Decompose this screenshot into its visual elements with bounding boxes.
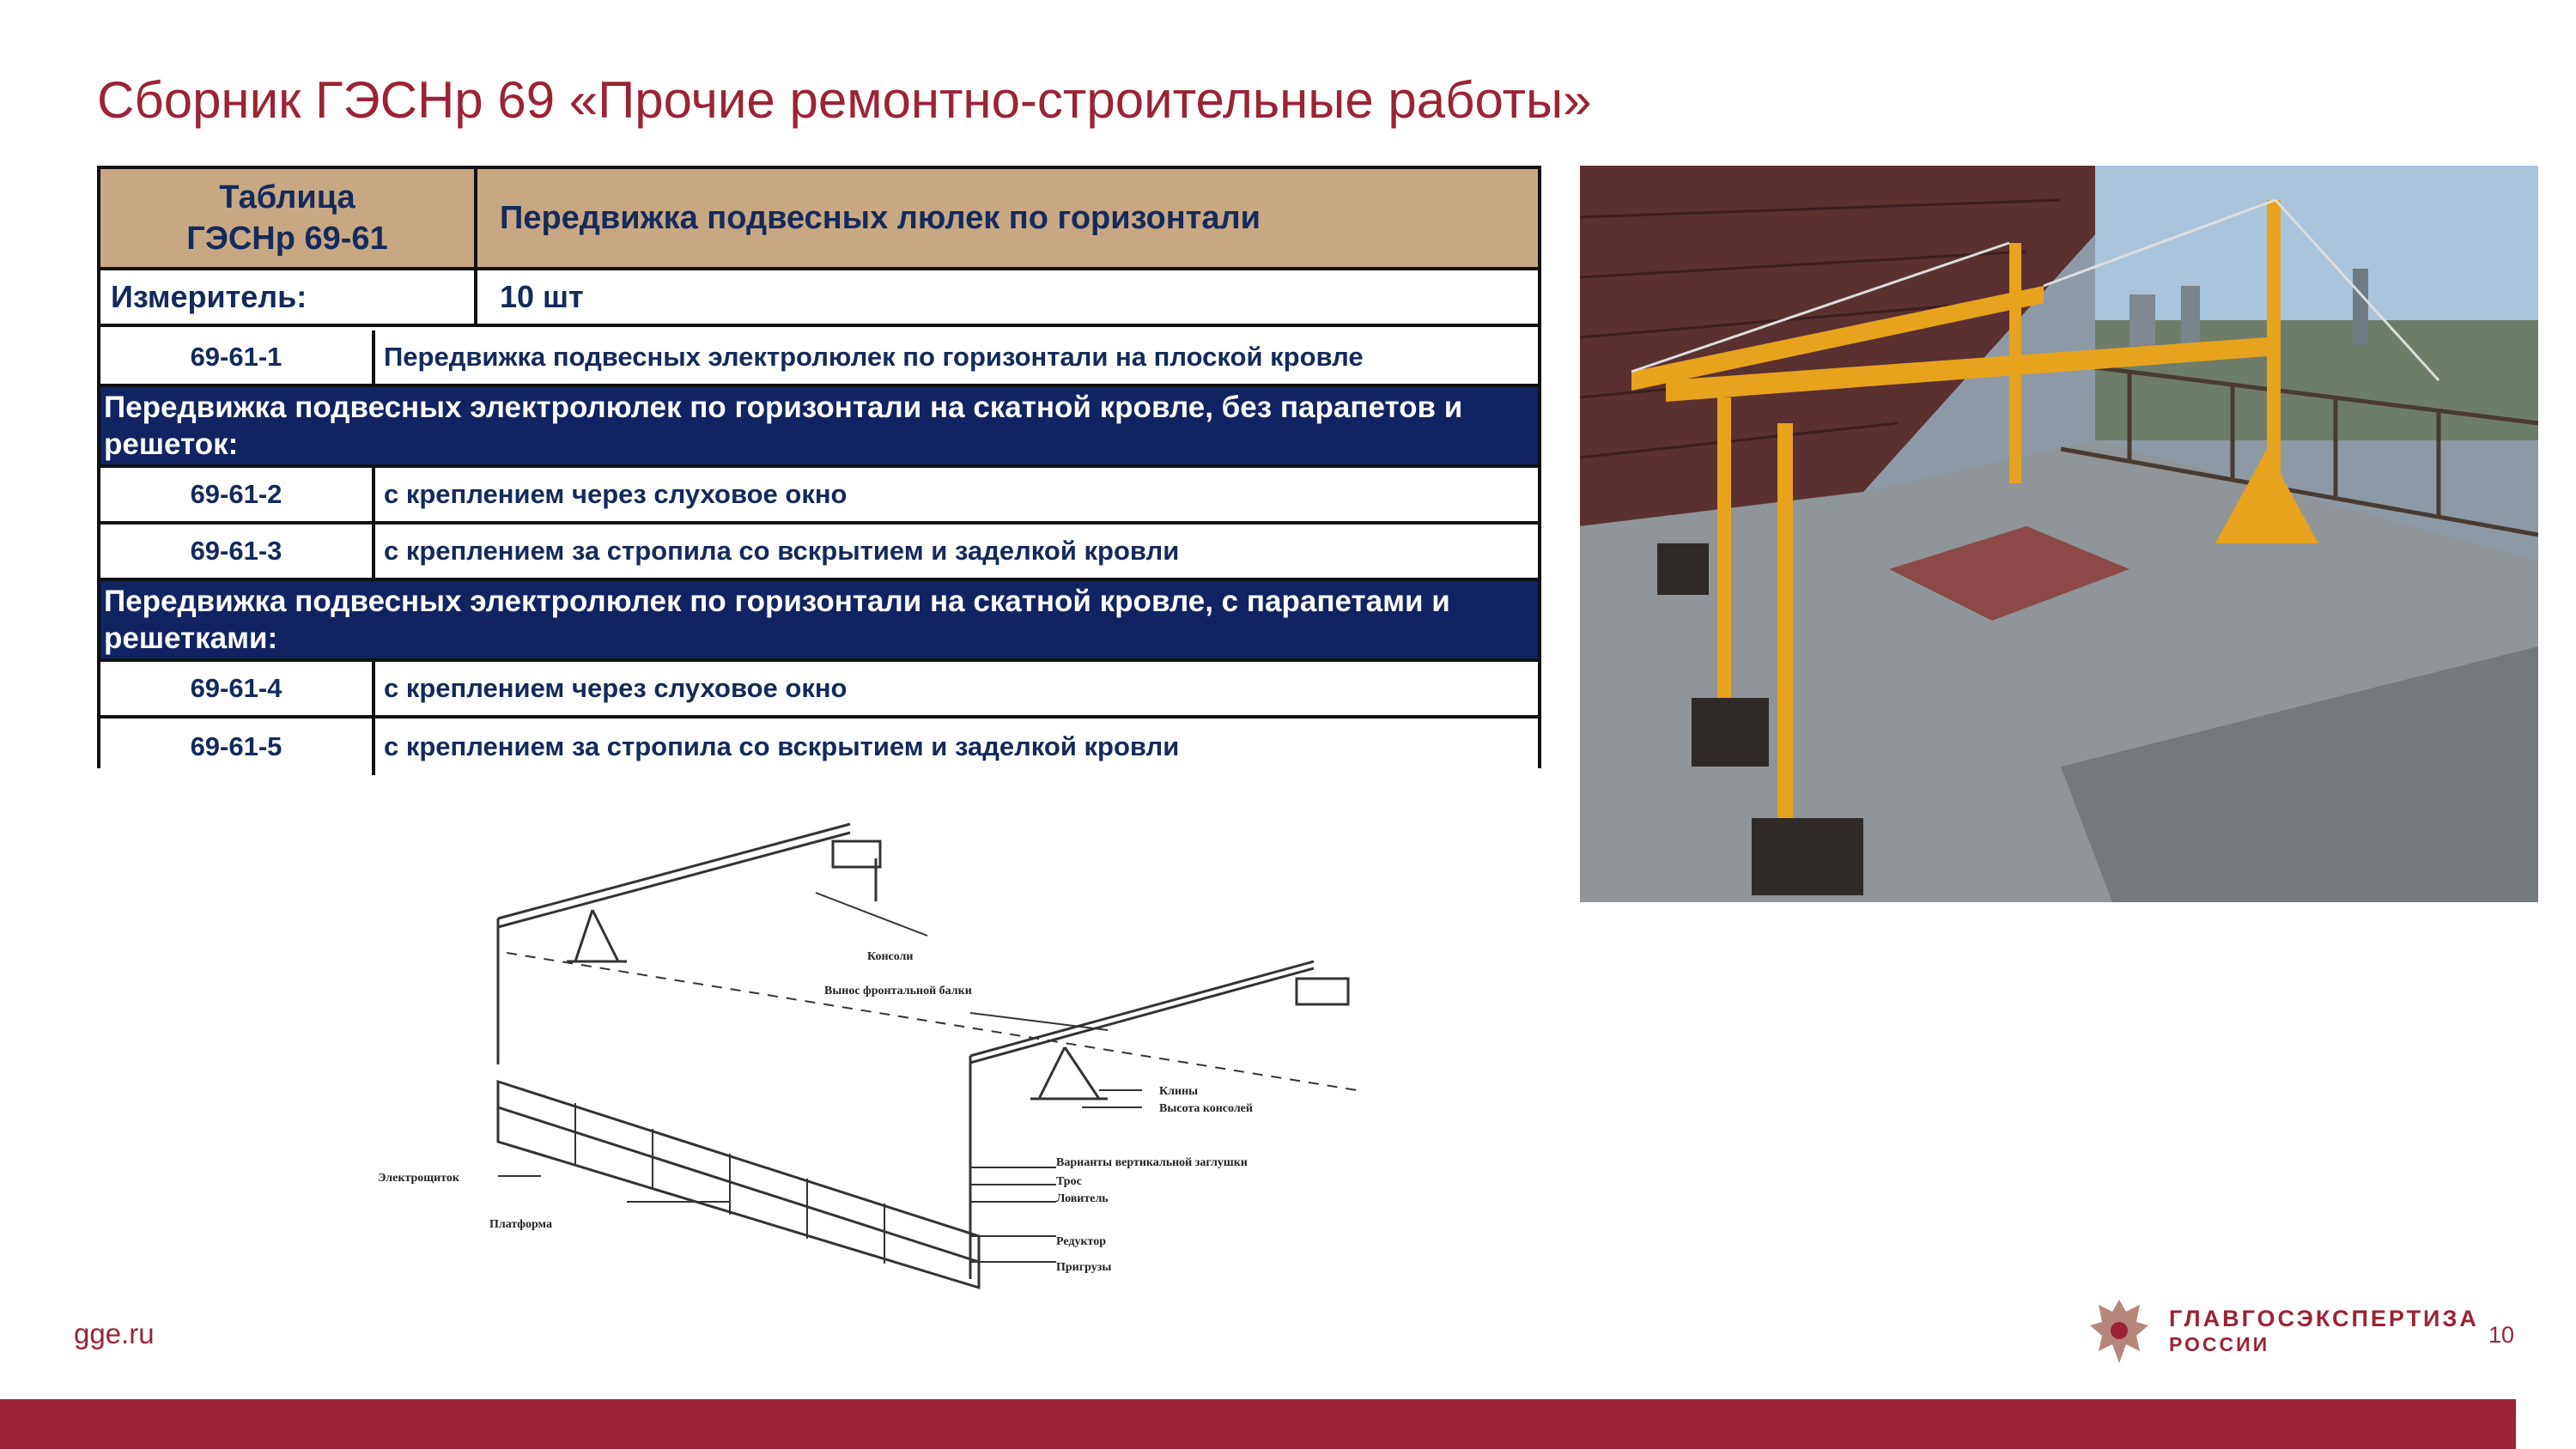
row-code: 69-61-5 <box>100 718 375 775</box>
label-platform: Платформа <box>489 1218 552 1231</box>
label-beam: Вынос фронтальной балки <box>824 985 972 997</box>
row-code: 69-61-3 <box>100 524 375 578</box>
row-code: 69-61-2 <box>100 468 375 521</box>
row-text: с креплением через слуховое окно <box>384 673 848 703</box>
table-group-row <box>100 581 1538 662</box>
bottom-bar <box>0 1399 2516 1449</box>
table-row <box>100 330 1538 387</box>
label-consoles: Консоли <box>867 950 914 963</box>
table-row <box>100 524 1538 581</box>
label-catcher: Ловитель <box>1056 1192 1109 1205</box>
row-text: с креплением через слуховое окно <box>384 479 848 509</box>
group-text: Передвижка подвесных электролюлек по горизонтали на скатной кровле, с парапетами и решетками: <box>104 585 1450 655</box>
logo-title: ГЛАВГОСЭКСПЕРТИЗА <box>2169 1306 2479 1331</box>
norms-table <box>97 166 1541 768</box>
table-row <box>100 468 1538 524</box>
label-clamps: Клины <box>1159 1085 1199 1098</box>
label-weights: Пригрузы <box>1056 1261 1112 1274</box>
table-row <box>100 662 1538 718</box>
logo-subtitle: РОССИИ <box>2169 1333 2270 1355</box>
row-code: 69-61-1 <box>100 330 375 384</box>
row-text: с креплением за стропила со вскрытием и заделкой кровли <box>384 731 1180 761</box>
table-header-row <box>100 169 1538 270</box>
row-code: 69-61-4 <box>100 662 375 715</box>
footer-site-link[interactable]: gge.ru <box>74 1318 155 1349</box>
page-title: Сборник ГЭСНр 69 «Прочие ремонтно-строительные работы» <box>97 71 1592 129</box>
page-number: 10 <box>2488 1322 2515 1348</box>
label-vertical: Варианты вертикальной заглушки <box>1056 1156 1248 1169</box>
label-reducer: Редуктор <box>1056 1235 1107 1248</box>
label-panel: Электрощиток <box>378 1172 459 1185</box>
measure-value: 10 шт <box>500 279 584 314</box>
row-text: с креплением за стропила со вскрытием и заделкой кровли <box>384 536 1180 566</box>
row-text: Передвижка подвесных электролюлек по горизонтали на плоской кровле <box>384 342 1364 372</box>
measure-row <box>100 270 1538 327</box>
eagle-emblem-icon <box>2088 1296 2150 1367</box>
group-text: Передвижка подвесных электролюлек по горизонтали на скатной кровле, без парапетов и решеток: <box>104 391 1463 461</box>
roof-equipment-photo <box>1580 166 2538 902</box>
table-code-header: Таблица ГЭСНр 69-61 <box>100 169 477 267</box>
label-height: Высота консолей <box>1159 1102 1253 1115</box>
table-row <box>100 718 1538 775</box>
cradle-diagram <box>369 807 1417 1296</box>
gge-logo <box>2088 1296 2479 1367</box>
measure-label: Измеритель: <box>100 270 477 324</box>
table-group-row <box>100 387 1538 468</box>
table-name-header: Передвижка подвесных люлек по горизонтали <box>500 199 1261 236</box>
label-rope: Трос <box>1056 1175 1082 1188</box>
